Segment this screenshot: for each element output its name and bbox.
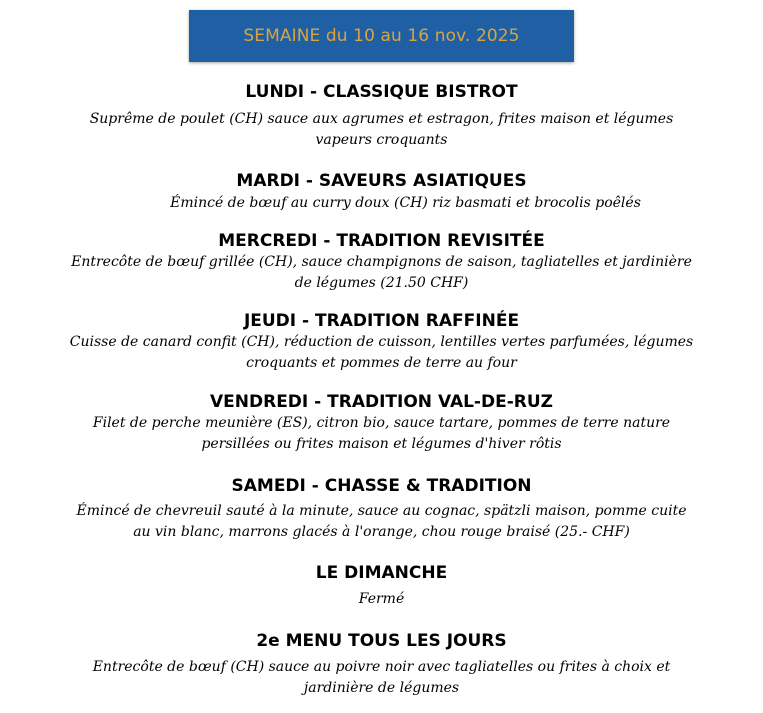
dish-line: Filet de perche meunière (ES), citron bio, sauce tartare, pommes de terre nature — [92, 415, 671, 431]
dish-line: jardinière de légumes — [303, 680, 460, 696]
day-wednesday — [0, 230, 763, 294]
dish-line: vapeurs croquants — [315, 132, 448, 148]
day-title: JEUDI - TRADITION RAFFINÉE — [243, 311, 520, 331]
week-banner-text: SEMAINE du 10 au 16 nov. 2025 — [243, 26, 520, 46]
dish-line: de légumes (21.50 CHF) — [294, 275, 469, 291]
day-tuesday — [0, 170, 763, 214]
dish-line: Émincé de chevreuil sauté à la minute, sauce au cognac, spätzli maison, pomme cuite — [76, 503, 687, 519]
day-title: MARDI - SAVEURS ASIATIQUES — [236, 171, 527, 191]
day-title: LE DIMANCHE — [315, 563, 448, 583]
day-monday — [0, 81, 763, 151]
dish-line: Suprême de poulet (CH) sauce aux agrumes et estragon, frites maison et légumes — [89, 111, 674, 127]
dish-line: au vin blanc, marrons glacés à l'orange, chou rouge braisé (25.- CHF) — [133, 524, 630, 540]
dish-line: croquants et pommes de terre au four — [246, 355, 517, 371]
dish-line: Fermé — [358, 591, 405, 607]
day-title: MERCREDI - TRADITION REVISITÉE — [218, 231, 545, 251]
second-menu — [0, 630, 763, 699]
week-banner — [189, 10, 574, 62]
dish-line: Entrecôte de bœuf (CH) sauce au poivre noir avec tagliatelles ou frites à choix et — [92, 659, 671, 675]
dish-line: Émincé de bœuf au curry doux (CH) riz basmati et brocolis poêlés — [170, 195, 641, 211]
day-saturday — [0, 475, 763, 543]
day-friday — [0, 391, 763, 455]
day-thursday — [0, 310, 763, 374]
dish-line: Entrecôte de bœuf grillée (CH), sauce champignons de saison, tagliatelles et jardinière — [71, 254, 692, 270]
dish-line: persillées ou frites maison et légumes d'hiver rôtis — [201, 436, 562, 452]
dish-line: Cuisse de canard confit (CH), réduction de cuisson, lentilles vertes parfumées, légumes — [69, 334, 694, 350]
day-title: LUNDI - CLASSIQUE BISTROT — [245, 82, 518, 102]
day-sunday — [0, 562, 763, 610]
day-title: 2e MENU TOUS LES JOURS — [256, 631, 507, 651]
day-title: VENDREDI - TRADITION VAL-DE-RUZ — [210, 392, 553, 412]
day-title: SAMEDI - CHASSE & TRADITION — [231, 476, 532, 496]
